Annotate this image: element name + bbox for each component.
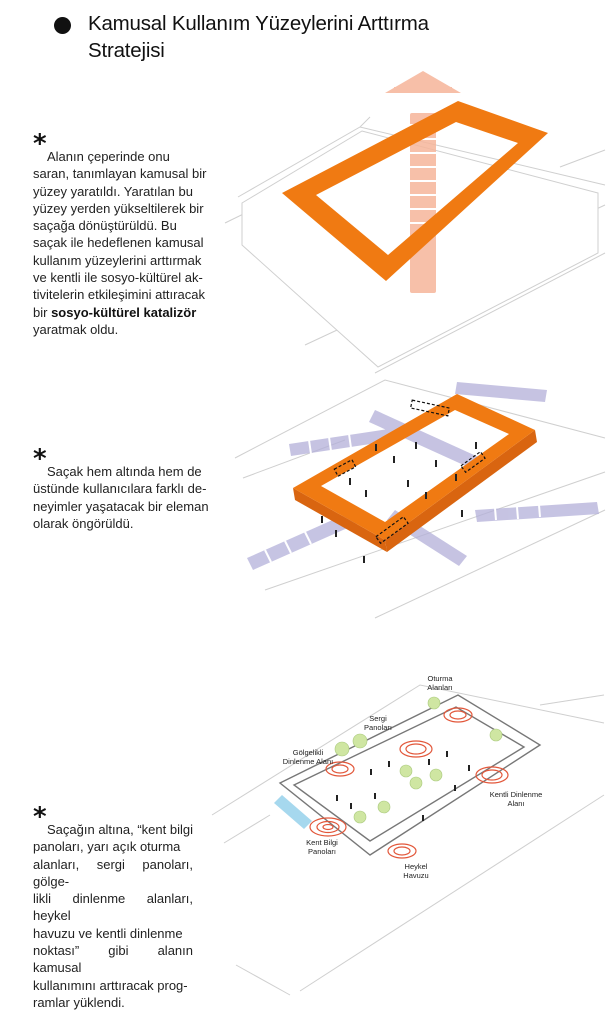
- section1-line: saran, tanımlayan kamusal bir: [33, 166, 207, 182]
- section1-line: yüzey yaratıldı. Yaratılan bu: [33, 183, 193, 199]
- section3-line: kullanımını arttıracak prog-: [33, 977, 188, 993]
- label-kent-bilgi-line2: Panoları: [308, 847, 336, 856]
- section3-text: [33, 821, 193, 1011]
- section1-line: Alanın çeperinde onu: [47, 149, 170, 164]
- programme-labels: [283, 674, 542, 880]
- label-heykel-line1: Heykel: [404, 862, 428, 871]
- section2-line: olarak öngörüldü.: [33, 515, 134, 531]
- title-line-1: Kamusal Kullanım Yüzeylerini Arttırma: [88, 12, 429, 35]
- label-kentli-line1: Kentli Dinlenme: [489, 790, 543, 799]
- label-heykel-line2: Havuzu: [403, 871, 429, 880]
- section2-line: Saçak hem altında hem de: [47, 464, 202, 479]
- trees: [335, 697, 502, 823]
- title-line-2: Stratejisi: [88, 39, 165, 62]
- label-kent-bilgi-line1: Kent Bilgi: [306, 838, 338, 847]
- section3-line: havuzu ve kentli dinlenme: [33, 925, 183, 941]
- label-golgelikli-line1: Gölgelikli: [292, 748, 324, 757]
- pool-shape: [274, 795, 312, 829]
- diagram-canopy-flows: [225, 360, 606, 620]
- section1-line: [33, 304, 211, 321]
- label-golgelikli-line2: Dinlenme Alanı: [282, 757, 334, 766]
- section1-asterisk: *: [33, 129, 47, 159]
- section1-line: tivitelerin etkileşimini attıracak: [33, 287, 205, 303]
- section1-line: ve kentli ile sosyo-kültürel ak-: [33, 270, 203, 286]
- diagram-surface-ring: [210, 55, 606, 375]
- site-ground-lines: [212, 685, 604, 995]
- label-oturma-line2: Alanları: [427, 683, 453, 692]
- section2-text: [33, 463, 211, 532]
- section2-asterisk: *: [33, 444, 47, 474]
- section1-line: yüzey yerden yükseltilerek bir: [33, 200, 204, 216]
- section1-line: saçağa dönüştürüldü. Bu: [33, 218, 177, 234]
- label-sergi-line1: Sergi: [369, 714, 387, 723]
- label-sergi-line2: Panoları: [364, 723, 392, 732]
- section3-line: panoları, yarı açık oturma: [33, 839, 181, 855]
- label-kentli-line2: Alanı: [507, 799, 525, 808]
- section2-line: üstünde kullanıcılara farklı de-: [33, 481, 207, 497]
- programme-ripples: [310, 708, 508, 858]
- diagram-programmes: [210, 665, 606, 1000]
- title-bullet-icon: [54, 17, 71, 34]
- section2-line: neyimler yaşatacak bir eleman: [33, 498, 209, 514]
- section3-asterisk: *: [33, 802, 47, 832]
- section3-line: alanları, sergi panoları, gölge-: [33, 856, 193, 889]
- section3-line: Saçağın altına, “kent bilgi: [47, 822, 193, 837]
- section1-line: kullanım yüzeylerini arttırmak: [33, 252, 202, 268]
- section1-line-prefix: bir: [33, 304, 52, 320]
- section1-line: yaratmak oldu.: [33, 321, 119, 337]
- section3-line: noktası” gibi alanın kamusal: [33, 943, 193, 976]
- section1-line: saçak ile hedeflenen kamusal: [33, 235, 204, 251]
- catalyst-highlight: sosyo-kültürel katalizör: [51, 304, 197, 320]
- section3-line: ramlar yüklendi.: [33, 994, 125, 1010]
- section3-line: likli dinlenme alanları, heykel: [33, 891, 193, 924]
- section1-text: [33, 148, 211, 338]
- label-oturma-line1: Oturma: [427, 674, 453, 683]
- people-figures: [336, 751, 470, 821]
